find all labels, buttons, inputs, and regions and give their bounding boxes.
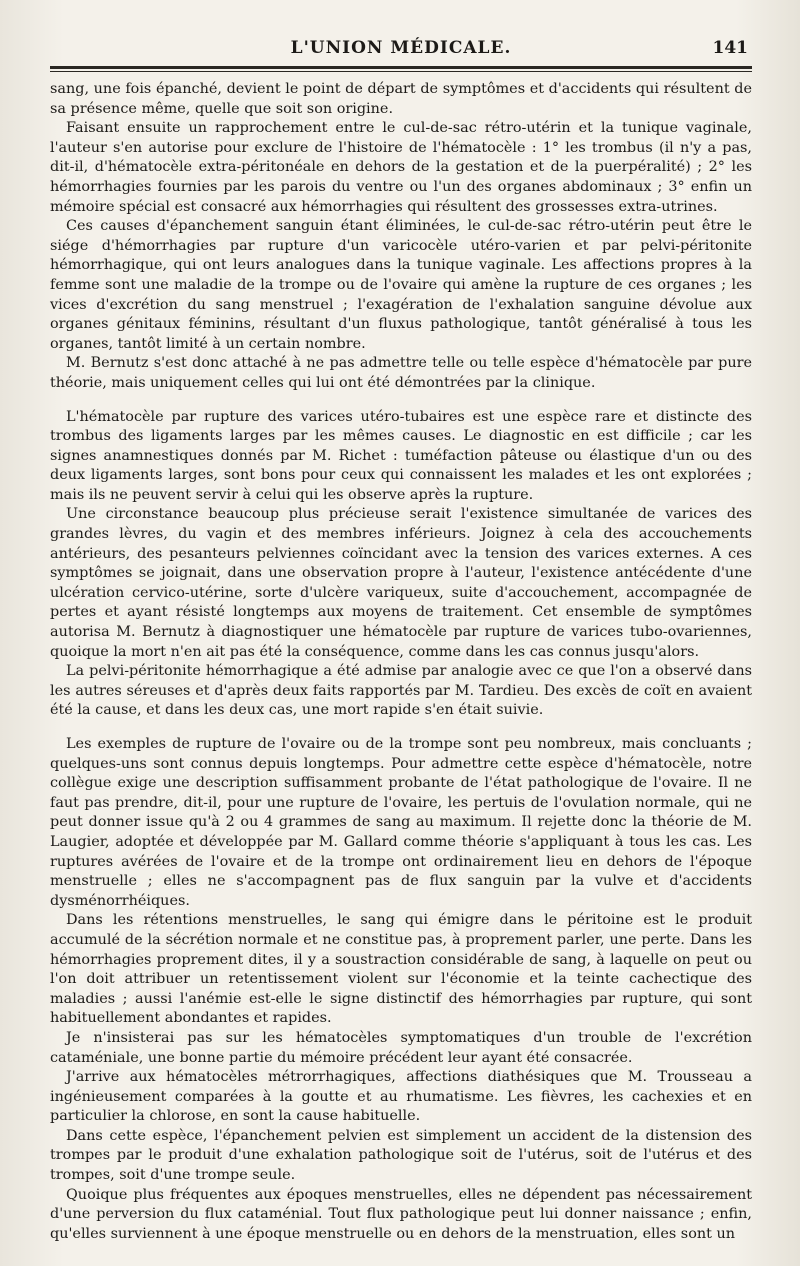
- paragraph: Je n'insisterai pas sur les hématocèles symptomatiques d'un trouble de l'excrétion cataméniale, une bonne partie du mémoire précédent leur ayant été consacrée.: [50, 1029, 752, 1066]
- page-number: 141: [712, 38, 748, 58]
- paragraph: Dans les rétentions menstruelles, le sang qui émigre dans le péritoine est le produit accumulé de la sécrétion normale et ne constitue pas, à proprement parler, une perte. Dans les hémorrhagies proprement dites, il y a soustraction considérable de sang, à laquelle on peut ou l'on doit attribuer un retentissement violent sur l'économie et la teinte cachectique des maladies ; aussi l'anémie est-elle le signe distinctif des hémorrhagies par rupture, qui sont habituellement abondantes et rapides.: [50, 912, 752, 1027]
- running-head: [50, 34, 752, 64]
- paragraph: Dans cette espèce, l'épanchement pelvien est simplement un accident de la distension des trompes par le produit d'une exhalation pathologique soit de l'utérus, soit de l'utérus et des trompes, soit d'une trompe seule.: [50, 1127, 752, 1184]
- header-rule: [50, 66, 752, 69]
- paragraph: M. Bernutz s'est donc attaché à ne pas admettre telle ou telle espèce d'hématocèle par pure théorie, mais uniquement celles qui lui ont été démontrées par la clinique.: [50, 355, 752, 391]
- article-body: [50, 80, 752, 1244]
- paragraph: Faisant ensuite un rapprochement entre le cul-de-sac rétro-utérin et la tunique vaginale, l'auteur s'en autorise pour exclure de l'histoire de l'hématocèle : 1° les trombus (il n'y a pas, dit-il, d'hématocèle extra-péritonéale en dehors de la gestation et de la puerpéralité) ; 2° les hémorrhagies fournies par les parois du ventre ou l'un des organes abdominaux ; 3° enfin un mémoire spécial est consacré aux hémorrhagies qui résultent des grossesses extra-utrines.: [50, 120, 752, 215]
- paragraph: Les exemples de rupture de l'ovaire ou de la trompe sont peu nombreux, mais concluants ; quelques-uns sont connus depuis longtemps. Pour admettre cette espèce d'hématocèle, notre collègue exige une description suffisamment probante de l'état pathologique de l'ovaire. Il ne faut pas prendre, dit-il, pour une rupture de l'ovaire, les pertuis de l'ovulation normale, qui ne peut donner issue qu'à 2 ou 4 grammes de sang au maximum. Il rejette donc la théorie de M. Laugier, adoptée et développée par M. Gallard comme théorie s'appliquant à tous les cas. Les ruptures avérées de l'ovaire et de la trompe ont ordinairement lieu en dehors de l'époque menstruelle ; elles ne s'accompagnent pas de flux sanguin par la vulve et d'accidents dysménorrhéiques.: [50, 736, 752, 909]
- paragraph: La pelvi-péritonite hémorrhagique a été admise par analogie avec ce que l'on a observé dans les autres séreuses et d'après deux faits rapportés par M. Tardieu. Des excès de coït en avaient été la cause, et dans les deux cas, une mort rapide s'en était suivie.: [50, 663, 752, 719]
- paragraph: L'hématocèle par rupture des varices utéro-tubaires est une espèce rare et distincte des trombus des ligaments larges par les mêmes causes. Le diagnostic en est difficile ; car les signes anamnestiques donnés par M. Richet : tuméfaction pâteuse ou élastique d'un ou des deux ligaments larges, sont bons pour ceux qui connaissent les malades et les ont explorées ; mais ils ne peuvent servir à celui qui les observe après la rupture.: [50, 408, 752, 503]
- paragraph: J'arrive aux hématocèles métrorrhagiques, affections diathésiques que M. Trousseau a ingénieusement comparées à la goutte et au rhumatisme. Les fièvres, les cachexies et en particulier la chlorose, en sont la cause habituelle.: [50, 1069, 752, 1125]
- section-gap: [50, 721, 752, 735]
- paragraph: Une circonstance beaucoup plus précieuse serait l'existence simultanée de varices des grandes lèvres, du vagin et des membres inférieurs. Joignez à cela des accouchements antérieurs, des pesanteurs pelviennes coïncidant avec la tension des varices externes. A ces symptômes se joignait, dans une observation propre à l'auteur, l'existence antécédente d'une ulcération cervico-utérine, sorte d'ulcère variqueux, suite d'accouchement, accompagnée de pertes et ayant résisté longtemps aux moyens de traitement. Cet ensemble de symptômes autorisa M. Bernutz à diagnostiquer une hématocèle par rupture de varices tubo-ovariennes, quoique la mort n'en ait pas été la conséquence, comme dans les cas connus jusqu'alors.: [50, 506, 752, 660]
- paragraph: sang, une fois épanché, devient le point de départ de symptômes et d'accidents qui résultent de sa présence même, quelle que soit son origine.: [50, 81, 752, 117]
- header-rule-thin: [50, 71, 752, 72]
- section-gap: [50, 394, 752, 408]
- paragraph: Quoique plus fréquentes aux époques menstruelles, elles ne dépendent pas nécessairement d'une perversion du flux cataménial. Tout flux pathologique peut lui donner naissance ; enfin, qu'elles surviennent à une époque menstruelle ou en dehors de la menstruation, elles sont un: [50, 1186, 752, 1242]
- paragraph: Ces causes d'épanchement sanguin étant éliminées, le cul-de-sac rétro-utérin peut être le siége d'hémorrhagies par rupture d'un varicocèle utéro-varien et par pelvi-péritonite hémorrhagique, qui ont leurs analogues dans la tunique vaginale. Les affections propres à la femme sont une maladie de la trompe ou de l'ovaire qui amène la rupture de ces organes ; les vices d'excrétion du sang menstruel ; l'exagération de l'exhalation sanguine dévolue aux organes génitaux féminins, résultant d'un fluxus pathologique, tantôt généralisé à tous les organes, tantôt limité à un certain nombre.: [50, 218, 752, 352]
- running-title: L'UNION MÉDICALE.: [290, 38, 512, 58]
